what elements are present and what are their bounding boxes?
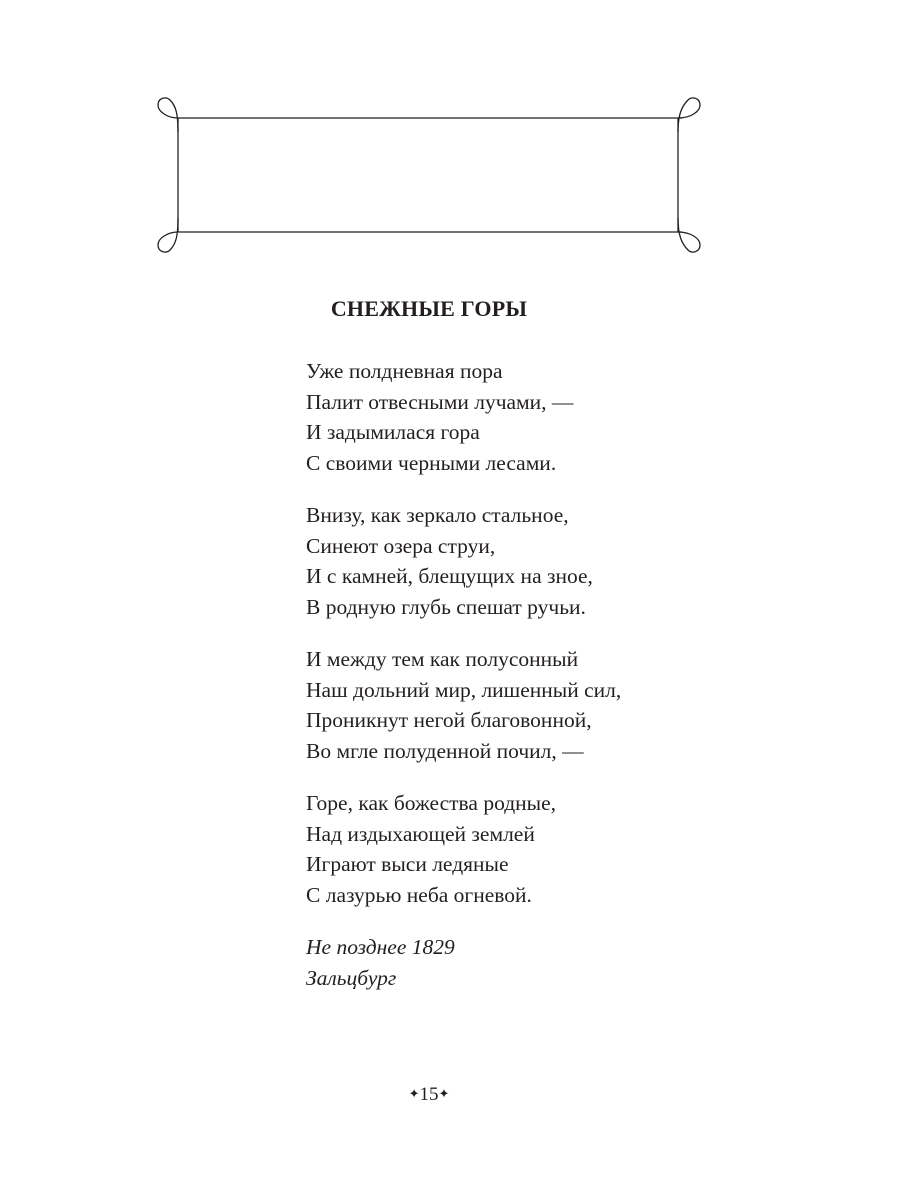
verse-line: Над издыхающей землей xyxy=(306,821,535,846)
verse-line: И с камней, блещущих на зное, xyxy=(306,564,593,588)
stanza xyxy=(306,644,826,766)
verse-line: И задымилася гора xyxy=(306,420,480,444)
verse-line: С своими черными лесами. xyxy=(306,450,557,475)
poem-date: Не позднее 1829 xyxy=(306,935,455,959)
poem-place: Зальцбург xyxy=(306,965,397,990)
verse-line: Играют выси ледяные xyxy=(306,852,509,876)
verse-line: В родную глубь спешат ручьи. xyxy=(306,594,586,619)
verse-line: Внизу, как зеркало стальное, xyxy=(306,503,569,527)
ornament-right-icon: ✦ xyxy=(438,1086,450,1101)
poem-title: СНЕЖНЫЕ ГОРЫ xyxy=(330,296,528,321)
verse-line: Наш дольний мир, лишенный сил, xyxy=(306,677,622,702)
stanza xyxy=(306,356,826,478)
page-number xyxy=(0,1080,858,1109)
page-number-value: 15 xyxy=(419,1084,439,1105)
verse-line: Проникнут негой благовонной, xyxy=(306,708,592,732)
verse-line: С лазурью неба огневой. xyxy=(306,882,532,907)
verse-line: И между тем как полусонный xyxy=(306,647,579,671)
decorative-frame xyxy=(150,92,710,262)
verse-line: Во мгле полуденной почил, — xyxy=(306,738,584,763)
stanza xyxy=(306,788,826,910)
verse-line: Горе, как божества родные, xyxy=(306,791,557,815)
ornament-left-icon: ✦ xyxy=(408,1086,420,1101)
poem-body xyxy=(306,356,826,993)
verse-line: Палит отвесными лучами, — xyxy=(306,389,574,414)
verse-line: Синеют озера струи, xyxy=(306,533,496,558)
stanza xyxy=(306,500,826,622)
poem-dating xyxy=(306,932,826,993)
verse-line: Уже полдневная пора xyxy=(306,359,503,383)
